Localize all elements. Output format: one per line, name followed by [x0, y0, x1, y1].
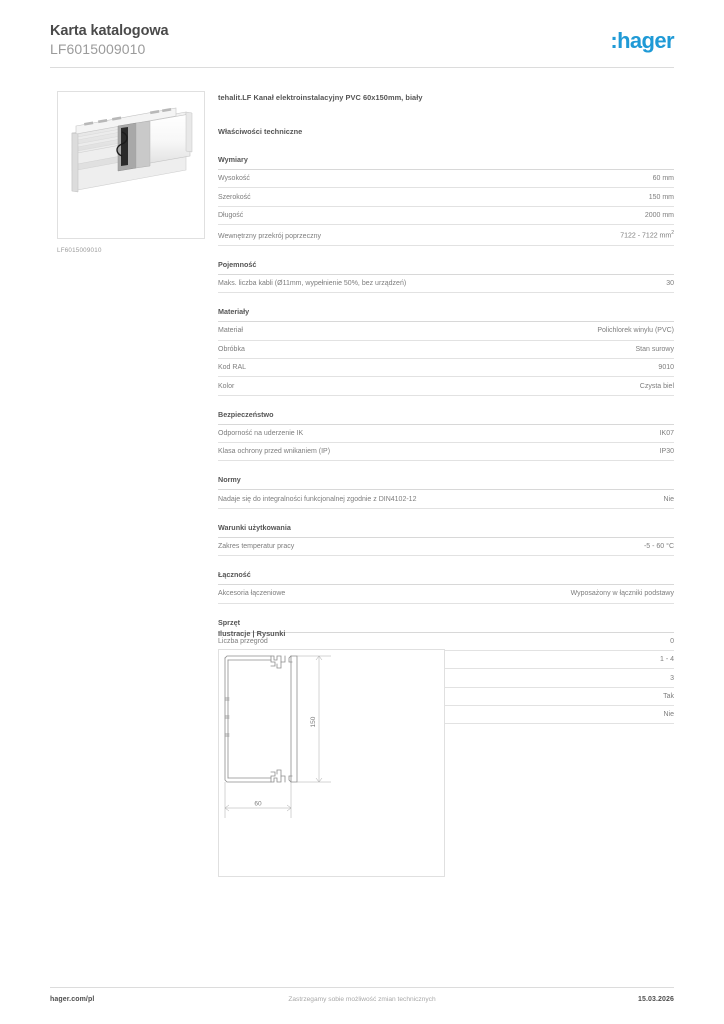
page-reference: LF6015009010 [50, 41, 146, 57]
spec-group-title: Sprzęt [218, 618, 674, 633]
spec-row-label: Liczba przegród [218, 637, 268, 645]
dimension-width-label: 60 [254, 800, 262, 808]
spec-row-value: -5 - 60 °C [643, 543, 674, 551]
spec-row-label: Długość [218, 211, 244, 219]
page-header [50, 22, 674, 58]
spec-row [218, 443, 674, 461]
spec-group-title: Pojemność [218, 260, 674, 275]
spec-row-value: 150 mm [648, 193, 674, 201]
spec-row-label: Materiał [218, 327, 243, 335]
spec-row-value: 30 [666, 280, 674, 288]
technical-properties-title: Właściwości techniczne [218, 127, 303, 136]
spec-group [218, 523, 674, 556]
spec-row [218, 170, 674, 188]
spec-row-label: Zakres temperatur pracy [218, 543, 295, 551]
spec-row-value: 2000 mm [644, 211, 674, 219]
spec-row-value: IP30 [659, 448, 674, 456]
spec-group-title: Bezpieczeństwo [218, 410, 674, 425]
spec-row [218, 377, 674, 395]
spec-row-value: Nie [663, 495, 674, 503]
spec-row-label: Klasa ochrony przed wnikaniem (IP) [218, 448, 331, 456]
drawings-section [218, 629, 674, 877]
spec-group-title: Wymiary [218, 155, 674, 170]
spec-row [218, 490, 674, 508]
spec-row-value: Polichlorek winylu (PVC) [597, 327, 674, 335]
spec-row-value: Tak [663, 692, 674, 700]
spec-row-label: Kolor [218, 382, 235, 390]
spec-group [218, 410, 674, 462]
header-divider [50, 67, 674, 68]
hager-logo: :hager [610, 28, 674, 53]
spec-group [218, 475, 674, 508]
drawings-title: Ilustracje | Rysunki [218, 629, 286, 638]
spec-row-value: 60 mm [652, 175, 674, 183]
page-footer [50, 996, 674, 1003]
spec-row-label: Obróbka [218, 345, 245, 353]
spec-group [218, 155, 674, 246]
spec-group [218, 570, 674, 603]
dimension-height-label: 150 [310, 716, 317, 728]
spec-row-value: IK07 [659, 429, 674, 437]
spec-row-value: Wyposażony w łączniki podstawy [570, 590, 674, 598]
spec-row-label: Kod RAL [218, 364, 247, 372]
product-image-caption: LF6015009010 [57, 247, 102, 254]
spec-row [218, 585, 674, 603]
spec-row [218, 322, 674, 340]
spec-row-value: 0 [670, 637, 674, 645]
spec-group-title: Materiały [218, 307, 674, 322]
spec-row-value: 1 - 4 [659, 656, 674, 664]
spec-row-value: 9010 [658, 364, 674, 372]
spec-row-label: Wysokość [218, 175, 250, 183]
spec-row-value: Czysta biel [639, 382, 674, 390]
spec-row [218, 425, 674, 443]
page-title: Karta katalogowa [50, 23, 169, 39]
spec-row [218, 341, 674, 359]
spec-group [218, 260, 674, 293]
spec-group-title: Warunki użytkowania [218, 523, 674, 538]
cross-section-technical-drawing [219, 650, 444, 876]
spec-group-title: Łączność [218, 570, 674, 585]
footer-disclaimer: Zastrzegamy sobie możliwość zmian technicznych [288, 996, 436, 1003]
spec-row-value-text: 7122 - 7122 mm [620, 232, 672, 240]
product-image-column [57, 91, 205, 254]
spec-row-label: Wewnętrzny przekrój poprzeczny [218, 232, 321, 240]
spec-row-label: Odporność na uderzenie IK [218, 429, 304, 437]
spec-group [218, 307, 674, 396]
product-image-frame [57, 91, 205, 239]
spec-row-value-unit-exponent: 2 [671, 230, 674, 237]
trunking-product-illustration [58, 92, 204, 238]
footer-website[interactable]: hager.com/pl [50, 996, 95, 1003]
spec-row-value [620, 229, 674, 240]
spec-row-label: Akcesoria łączeniowe [218, 590, 286, 598]
spec-row-value: 3 [670, 674, 674, 682]
spec-row [218, 538, 674, 556]
spec-row-value: Nie [663, 711, 674, 719]
spec-row [218, 275, 674, 293]
product-name: tehalit.LF Kanał elektroinstalacyjny PVC 60x150mm, biały [218, 93, 423, 102]
spec-row-label: Maks. liczba kabli (Ø11mm, wypełnienie 50%, bez urządzeń) [218, 280, 407, 288]
drawing-frame [218, 649, 445, 877]
footer-date: 15.03.2026 [637, 996, 674, 1003]
spec-group-title: Normy [218, 475, 674, 490]
spec-row [218, 188, 674, 206]
spec-row [218, 225, 674, 246]
spec-row [218, 359, 674, 377]
spec-row [218, 207, 674, 225]
footer-divider [50, 987, 674, 988]
spec-row-value: Stan surowy [635, 345, 674, 353]
spec-row-label: Szerokość [218, 193, 251, 201]
spec-row-label: Nadaje się do integralności funkcjonalnej zgodnie z DIN4102-12 [218, 495, 417, 503]
